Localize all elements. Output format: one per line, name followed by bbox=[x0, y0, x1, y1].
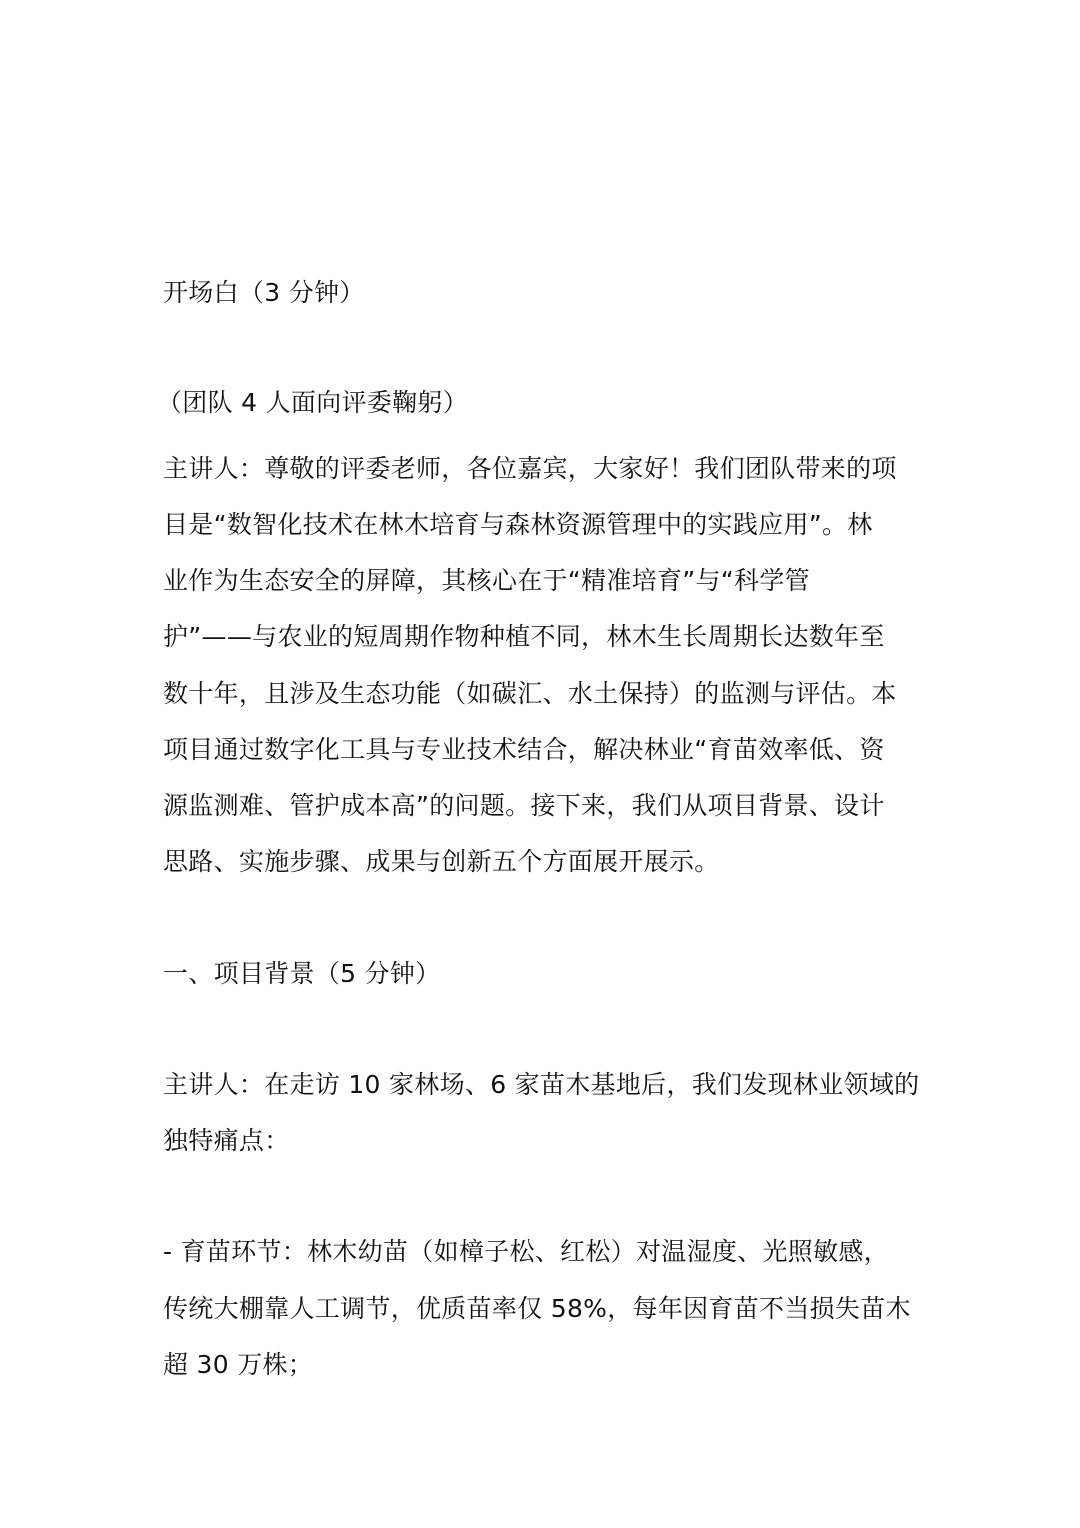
intro-line: 思路、实施步骤、成果与创新五个方面展开展示。 bbox=[163, 847, 720, 876]
intro-line: 数十年，且涉及生态功能（如碳汇、水土保持）的监测与评估。本 bbox=[163, 679, 897, 708]
intro-line: 源监测难、管护成本高”的问题。接下来，我们从项目背景、设计 bbox=[163, 791, 885, 820]
bow-note: （团队 4 人面向评委鞠躬） bbox=[157, 388, 469, 417]
section1-line: 主讲人：在走访 10 家林场、6 家苗木基地后，我们发现林业领域的 bbox=[163, 1070, 920, 1099]
section1-heading: 一、项目背景（5 分钟） bbox=[163, 959, 441, 988]
opening-heading: 开场白（3 分钟） bbox=[163, 278, 365, 307]
intro-line: 业作为生态安全的屏障，其核心在于“精准培育”与“科学管 bbox=[163, 566, 810, 595]
bullet-line: 超 30 万株； bbox=[163, 1350, 314, 1379]
bullet-line: - 育苗环节：林木幼苗（如樟子松、红松）对温湿度、光照敏感， bbox=[163, 1237, 889, 1266]
intro-line: 主讲人：尊敬的评委老师，各位嘉宾，大家好！我们团队带来的项 bbox=[163, 454, 897, 483]
intro-line: 项目通过数字化工具与专业技术结合，解决林业“育苗效率低、资 bbox=[163, 735, 885, 764]
section1-line: 独特痛点： bbox=[163, 1126, 290, 1155]
document-page bbox=[157, 0, 923, 1528]
bullet-line: 传统大棚靠人工调节，优质苗率仅 58%，每年因育苗不当损失苗木 bbox=[163, 1294, 911, 1323]
intro-line: 目是“数智化技术在林木培育与森林资源管理中的实践应用”。林 bbox=[163, 510, 873, 539]
intro-line: 护”——与农业的短周期作物种植不同，林木生长周期长达数年至 bbox=[163, 622, 885, 651]
